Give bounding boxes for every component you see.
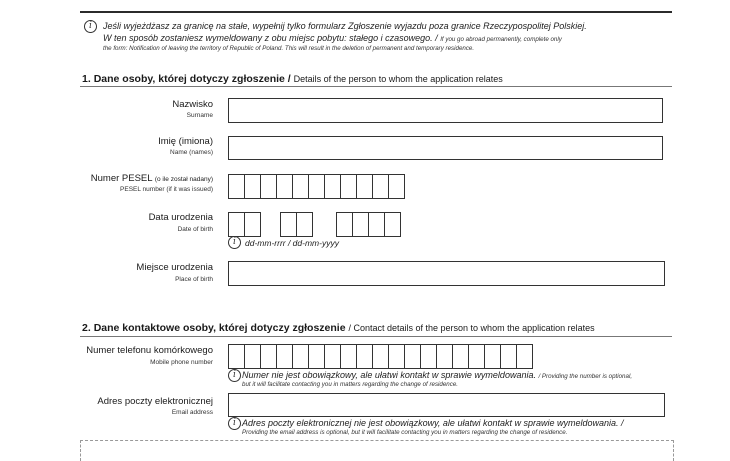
info-icon: i	[228, 369, 241, 382]
phone-note-pl: Numer nie jest obowiązkowy, ale ułatwi kontakt w sprawie wymeldowania.	[242, 370, 536, 380]
pesel-label-text: Numer PESEL	[90, 173, 153, 184]
pesel-cell[interactable]	[245, 175, 261, 198]
notice-line-2-pl: W ten sposób zostaniesz wymeldowany z obu miejsc pobytu: stałego i czasowego. /	[103, 33, 438, 43]
phone-cell[interactable]	[325, 345, 341, 368]
phone-label: Numer telefonu komórkowego	[86, 345, 213, 356]
section-1-title-pl: Dane osoby, której dotyczy zgłoszenie /	[93, 73, 291, 85]
email-sublabel: Email address	[171, 409, 213, 416]
dob-cell[interactable]	[337, 213, 353, 236]
pesel-cell[interactable]	[309, 175, 325, 198]
dob-format-hint: dd-mm-rrrr / dd-mm-yyyy	[245, 238, 339, 248]
info-icon: i	[228, 417, 241, 430]
pesel-cell[interactable]	[277, 175, 293, 198]
birthplace-label: Miejsce urodzenia	[136, 262, 213, 273]
phone-note-en-2: but it will facilitate contacting you in matters regarding the change of residence.	[242, 381, 458, 388]
section-1-number: 1.	[82, 73, 91, 85]
phone-cell[interactable]	[437, 345, 453, 368]
notice-line-2	[103, 33, 562, 43]
pesel-label	[91, 173, 213, 184]
top-rule	[80, 11, 672, 13]
dob-label: Data urodzenia	[148, 212, 213, 223]
birthplace-sublabel: Place of birth	[175, 276, 213, 283]
section-2-title	[82, 322, 595, 334]
surname-sublabel: Surname	[186, 112, 213, 119]
phone-cell[interactable]	[389, 345, 405, 368]
section-2-title-pl: Dane kontaktowe osoby, której dotyczy zgłoszenie	[93, 322, 346, 334]
phone-cell[interactable]	[405, 345, 421, 368]
dob-cell[interactable]	[245, 213, 260, 236]
phone-note-en-1: / Providing the number is optional,	[538, 373, 633, 380]
section-1-rule	[80, 86, 672, 87]
phone-input[interactable]	[228, 344, 533, 369]
dob-sublabel: Date of birth	[177, 226, 213, 233]
phone-cell[interactable]	[517, 345, 532, 368]
phone-cell[interactable]	[357, 345, 373, 368]
pesel-cell[interactable]	[261, 175, 277, 198]
info-icon: i	[84, 20, 97, 33]
email-field[interactable]	[228, 393, 665, 417]
section-2-number: 2.	[82, 322, 91, 334]
pesel-label-note: (o ile został nadany)	[154, 176, 213, 183]
section-2-title-en: / Contact details of the person to whom the application relates	[348, 323, 595, 333]
dob-cell[interactable]	[369, 213, 385, 236]
phone-cell[interactable]	[245, 345, 261, 368]
phone-cell[interactable]	[293, 345, 309, 368]
phone-cell[interactable]	[277, 345, 293, 368]
pesel-input[interactable]	[228, 174, 405, 199]
pesel-cell[interactable]	[389, 175, 404, 198]
phone-cell[interactable]	[261, 345, 277, 368]
name-sublabel: Name (names)	[170, 149, 213, 156]
pesel-sublabel: PESEL number (if it was issued)	[120, 186, 213, 193]
section-1-title	[82, 73, 503, 85]
dob-cell[interactable]	[281, 213, 297, 236]
phone-cell[interactable]	[309, 345, 325, 368]
pesel-cell[interactable]	[293, 175, 309, 198]
dob-day-input[interactable]	[228, 212, 261, 237]
birthplace-field[interactable]	[228, 261, 665, 286]
info-icon: i	[228, 236, 241, 249]
surname-field[interactable]	[228, 98, 663, 123]
phone-cell[interactable]	[229, 345, 245, 368]
pesel-cell[interactable]	[325, 175, 341, 198]
dob-cell[interactable]	[353, 213, 369, 236]
section-2-rule	[80, 336, 672, 337]
pesel-cell[interactable]	[357, 175, 373, 198]
phone-cell[interactable]	[373, 345, 389, 368]
next-section-box	[80, 440, 674, 461]
phone-cell[interactable]	[341, 345, 357, 368]
email-note-en: Providing the email address is optional, but it will facilitate contacting you in matters regarding the change of residence.	[242, 429, 568, 436]
phone-cell[interactable]	[501, 345, 517, 368]
dob-year-input[interactable]	[336, 212, 401, 237]
email-label: Adres poczty elektronicznej	[97, 396, 213, 407]
pesel-cell[interactable]	[341, 175, 357, 198]
phone-cell[interactable]	[485, 345, 501, 368]
notice-line-2-en: If you go abroad permanently, complete only	[440, 36, 562, 43]
name-label: Imię (imiona)	[158, 136, 213, 147]
name-field[interactable]	[228, 136, 663, 160]
phone-cell[interactable]	[453, 345, 469, 368]
dob-cell[interactable]	[385, 213, 400, 236]
dob-cell[interactable]	[229, 213, 245, 236]
pesel-cell[interactable]	[229, 175, 245, 198]
notice-line-1: Jeśli wyjeżdżasz za granicę na stałe, wypełnij tylko formularz Zgłoszenie wyjazdu poza granice Rzeczypospolitej Polskiej.	[103, 21, 587, 31]
email-note-pl: Adres poczty elektronicznej nie jest obowiązkowy, ale ułatwi kontakt w sprawie wymeldowania. /	[242, 418, 624, 428]
phone-cell[interactable]	[469, 345, 485, 368]
section-1-title-en: Details of the person to whom the application relates	[293, 74, 503, 84]
dob-month-input[interactable]	[280, 212, 313, 237]
phone-cell[interactable]	[421, 345, 437, 368]
notice-line-3: the form: Notification of leaving the territory of Republic of Poland. This will result in the deletion of permanent and temporary residence.	[103, 45, 475, 52]
phone-sublabel: Mobile phone number	[150, 359, 213, 366]
pesel-cell[interactable]	[373, 175, 389, 198]
surname-label: Nazwisko	[172, 99, 213, 110]
dob-cell[interactable]	[297, 213, 312, 236]
phone-note	[242, 370, 632, 380]
